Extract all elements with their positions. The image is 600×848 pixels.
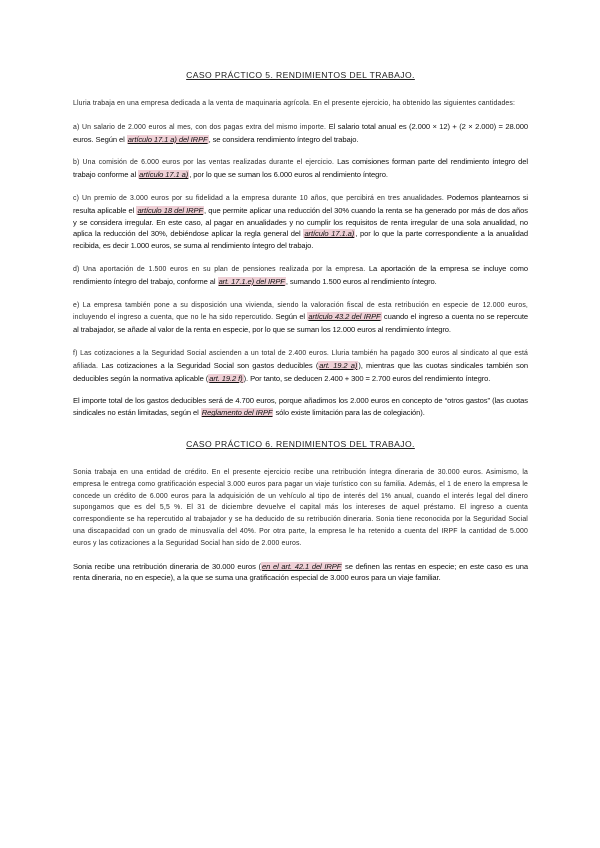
legal-reference-link[interactable]: artículo 17.1 a) del IRPF [127, 134, 208, 144]
case5-item-a [73, 121, 528, 146]
question-text: e) La empresa también pone a su disposición una vivienda, siendo la valoración fiscal de esta retribución en especie de 12.000 euros, incluyendo el ingreso a cuenta, que no le ha sido repercutido. [73, 301, 528, 322]
legal-reference-link[interactable]: artículo 17.1 a) [139, 170, 189, 180]
answer-text: Según el [275, 312, 306, 322]
legal-reference-link[interactable]: Reglamento del IRPF [201, 408, 273, 418]
question-text: a) Un salario de 2.000 euros al mes, con dos pagas extra del mismo importe. [73, 123, 327, 131]
answer-text: Sonia recibe una retribución dineraria de 30.000 euros ( [73, 561, 261, 571]
question-text: b) Una comisión de 6.000 euros por las ventas realizadas durante el ejercicio. [73, 159, 335, 167]
case5-intro: Lluria trabaja en una empresa dedicada a la venta de maquinaria agrícola. En el presente ejercicio, ha obtenido las siguientes cantidades: [73, 100, 516, 107]
answer-text: Podemos plantearnos si resulta aplicable el [73, 192, 528, 215]
answer-text: sólo existe limitación para las de colegiación). [273, 408, 425, 418]
answer-text: , por lo que se suman los 6.000 euros al rendimiento íntegro. [189, 170, 388, 180]
answer-text: se definen las rentas en especie; en este caso es una renta dineraria, no en especie), a la que se suma una gratificación especial de 3.000 euros para un viaje familiar. [73, 561, 528, 583]
legal-reference-link[interactable]: artículo 18 del IRPF [137, 205, 204, 215]
answer-text: , sumando 1.500 euros al rendimiento íntegro. [285, 276, 437, 286]
legal-reference-link[interactable]: artículo 17.1.a) [304, 229, 355, 239]
case5-item-f [73, 347, 528, 384]
case6-title: CASO PRÁCTICO 6. RENDIMIENTOS DEL TRABAJO. [186, 438, 415, 449]
answer-text: El importe total de los gastos deducibles será de 4.700 euros, porque añadimos los 2.000 euros en concepto de “otros gastos” (las cuotas sindicales no están limitadas, según el [73, 396, 528, 418]
case5-total [73, 395, 528, 419]
legal-reference-link[interactable]: artículo 43.2 del IRPF [308, 312, 381, 322]
case5-title: CASO PRÁCTICO 5. RENDIMIENTOS DEL TRABAJO. [186, 70, 415, 80]
case5-item-e [73, 299, 528, 336]
question-text: d) Una aportación de 1.500 euros en su plan de pensiones realizada por la empresa. [73, 265, 366, 273]
answer-text: Las cotizaciones a la Seguridad Social son gastos deducibles ( [101, 360, 319, 370]
case5-item-b [73, 156, 528, 181]
answer-text: , se considera rendimiento íntegro del trabajo. [208, 134, 359, 144]
answer-text: ). Por tanto, se deducen 2.400 + 300 = 2.700 euros del rendimiento íntegro. [243, 373, 491, 383]
case5-item-d [73, 263, 528, 288]
case6-statement: Sonia trabaja en una entidad de crédito. En el presente ejercicio recibe una retribución íntegra dineraria de 30.000 euros. Asimismo, la empresa le entrega como gratificación especial 3.000 euros para pagar un viaje turístico con su familia. Además, el 1 de enero la empresa le concede un crédito de 6.000 euros para la adquisición de un vehículo al tipo de interés del 1% anual, cuando el interés legal del dinero supongamos que es del 5,5 %. El 31 de diciembre devuelve el capital más los intereses de aquel préstamo. El ingreso a cuenta correspondiente se ha repercutido al trabajador y se ha deducido de su retribución dineraria. Sonia tiene reconocida por la Seguridad Social una discapacidad con un grado de minusvalía del 40%. Por otra parte, la empresa le ha retenido a cuenta del IRPF la cantidad de 5.000 euros y las cotizaciones a la Seguridad Social han sido de 2.000 euros. [73, 468, 528, 547]
answer-text: La aportación de la empresa se incluye como rendimiento íntegro del trabajo, conforme al [73, 263, 528, 286]
question-text: c) Un premio de 3.000 euros por su fidelidad a la empresa durante 10 años, que percibirá en tres anualidades. [73, 194, 444, 202]
answer-text: El salario total anual es (2.000 × 12) + (2 × 2.000) = 28.000 euros. Según el [73, 121, 528, 144]
legal-reference-link[interactable]: art. 19.2 f) [209, 373, 243, 383]
legal-reference-link[interactable]: art. 17.1.e) del IRPF [218, 276, 285, 286]
case6-answer [73, 561, 528, 585]
legal-reference-link[interactable]: art. 19.2 a) [319, 360, 358, 370]
answer-text: Las comisiones forman parte del rendimiento íntegro del trabajo conforme al [73, 157, 528, 180]
question-text: f) Las cotizaciones a la Seguridad Social ascienden a un total de 2.400 euros. Lluria también ha pagado 300 euros al sindicato al que está afiliada. [73, 349, 528, 370]
legal-reference-link[interactable]: en el art. 42.1 del IRPF [262, 561, 342, 571]
answer-text: , que permite aplicar una reducción del 30% cuando la renta se ha generado por más de dos años y se considera irregular. En este caso, al pagar en anualidades y no cumplir los requisitos de renta irregular de una sola anualidad, no aplica la reducción del 30%, debiéndose aplicar la regla general del [73, 205, 528, 239]
case5-item-c [73, 192, 528, 252]
document-content [73, 70, 528, 595]
answer-text: ), mientras que las cuotas sindicales también son deducibles según la normativa aplicable ( [73, 360, 528, 383]
answer-text: , por lo que la parte correspondiente a la anualidad recibida, es decir 1.000 euros, se suma al rendimiento íntegro del trabajo. [73, 229, 529, 251]
answer-text: cuando el ingreso a cuenta no se repercute al trabajador, se añade al valor de la renta en especie, por lo que se suman los 12.000 euros al rendimiento íntegro. [73, 312, 528, 335]
